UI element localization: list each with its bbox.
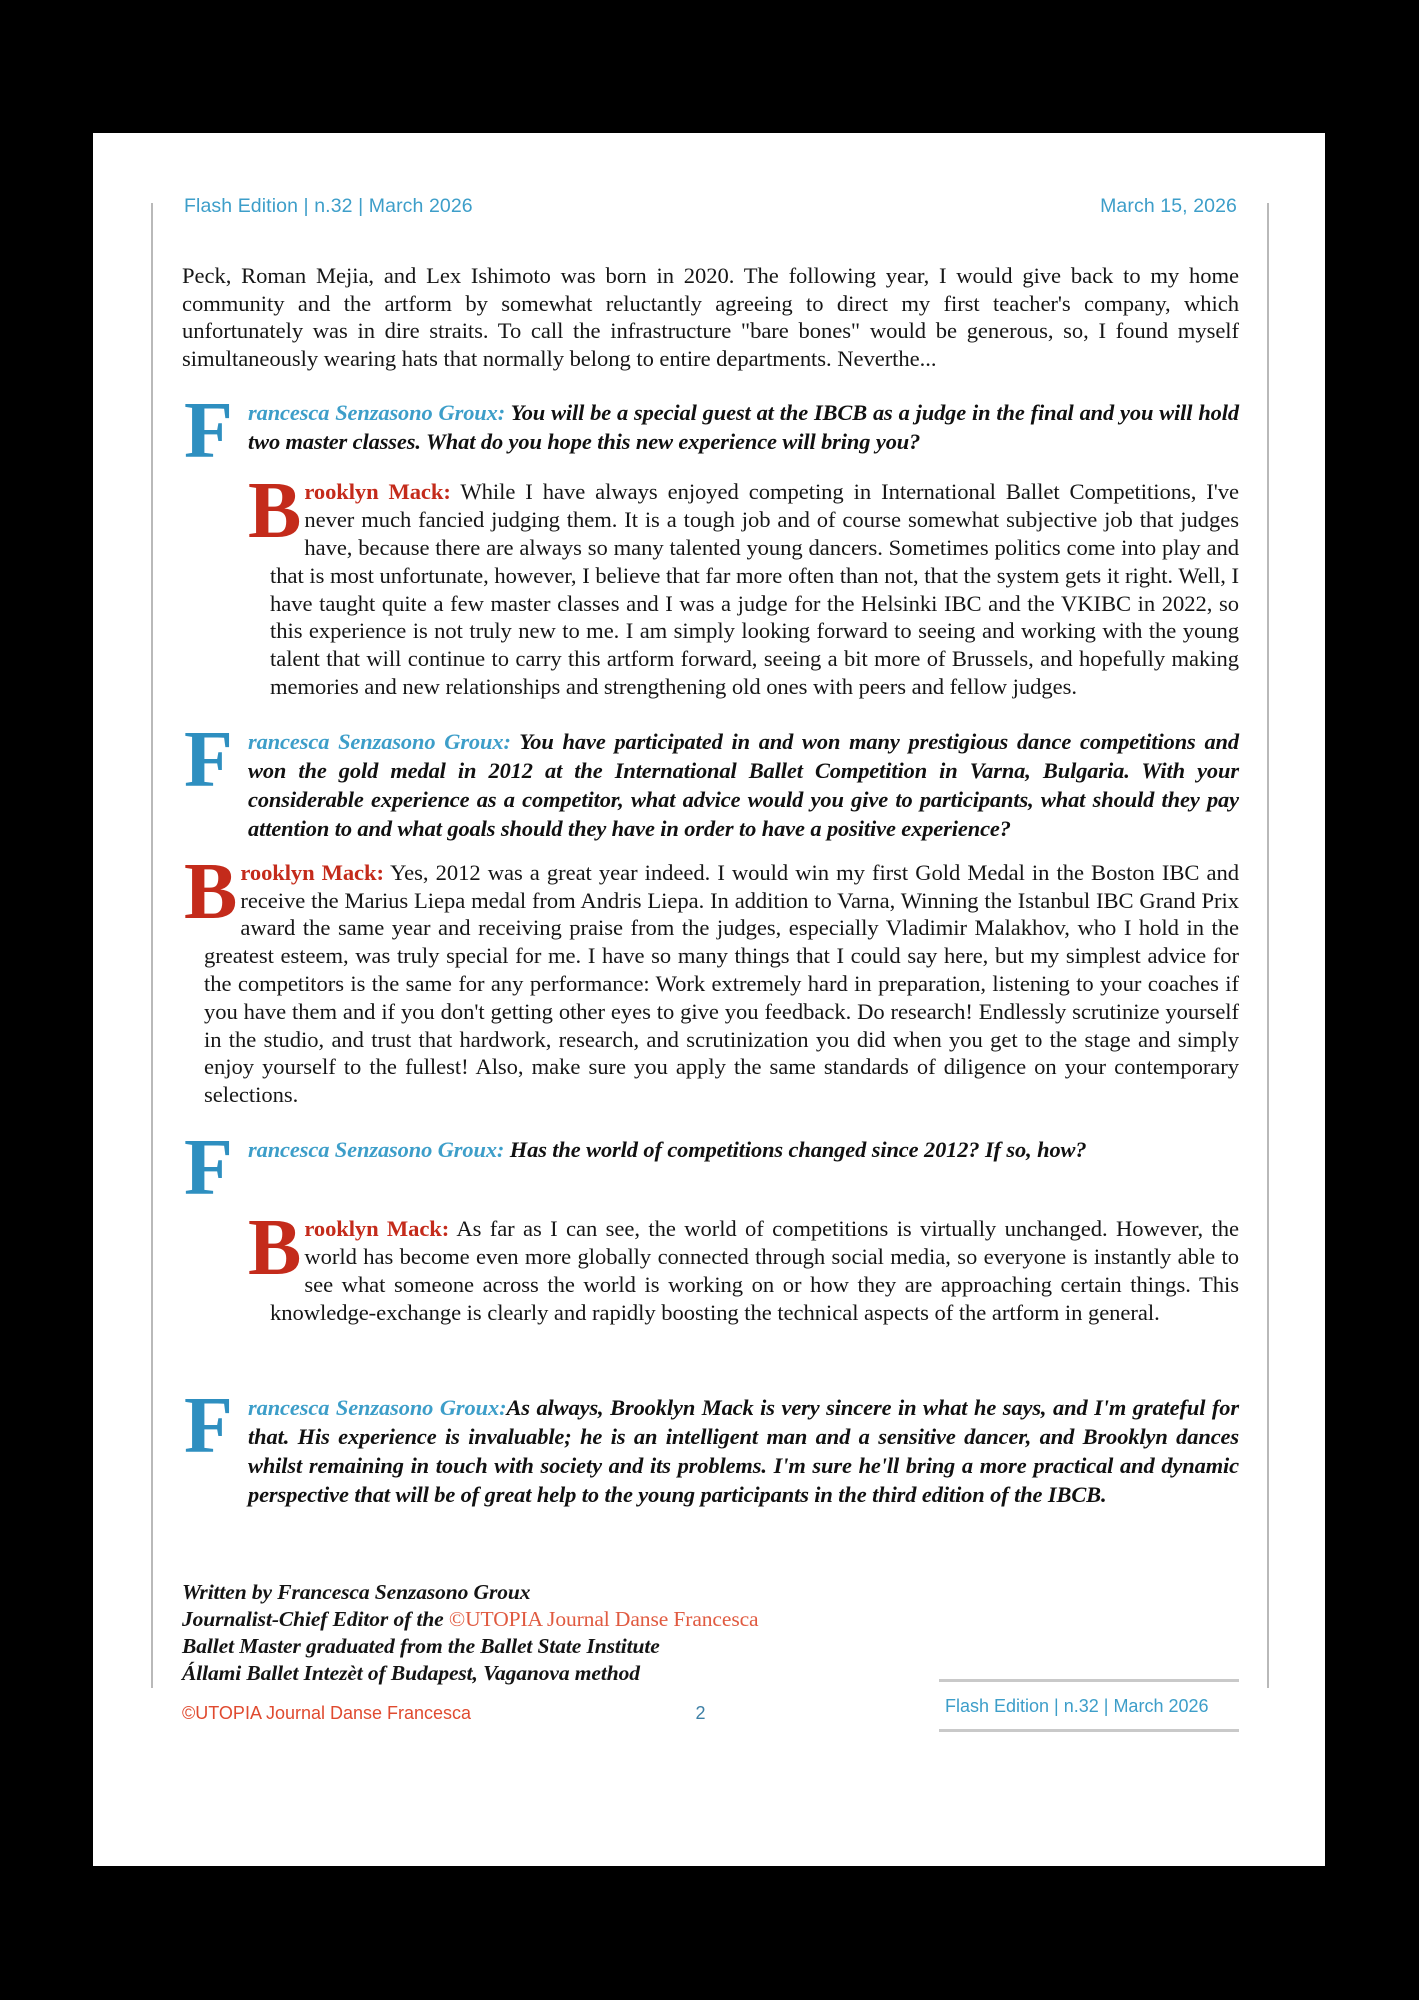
intro-paragraph: Peck, Roman Mejia, and Lex Ishimoto was born in 2020. The following year, I would give back to my home community and the artform by somewhat reluctantly agreeing to direct my first teacher's company, which unfortunately was in dire straits. To call the infrastructure "bare bones" would be generous, so, I found myself simultaneously wearing hats that normally belong to entire departments. Neverthe... bbox=[182, 263, 1239, 371]
speaker-label-francesca: rancesca Senzasono Groux: bbox=[248, 1136, 505, 1162]
page-footer bbox=[182, 1679, 1239, 1732]
signature-line-3: Ballet Master graduated from the Ballet State Institute bbox=[182, 1633, 660, 1658]
qa-block-answer-3 bbox=[182, 1204, 1239, 1326]
left-column-rule bbox=[151, 203, 153, 1688]
qa-block-closing bbox=[182, 1381, 1239, 1509]
question-text-2 bbox=[182, 715, 1239, 843]
footer-page-number: 2 bbox=[695, 1703, 706, 1723]
question-body-1: You will be a special guest at the IBCB as a judge in the final and you will hold two master classes. What do you hope this new experience will bring you? bbox=[248, 400, 1239, 454]
dropcap-b: B bbox=[184, 847, 238, 936]
masthead-date: March 15, 2026 bbox=[1100, 195, 1237, 217]
question-text-3 bbox=[182, 1135, 1239, 1164]
question-body-3: Has the world of competitions changed since 2012? If so, how? bbox=[504, 1136, 1087, 1162]
dropcap-f: F bbox=[184, 1381, 233, 1470]
speaker-label-mack: rooklyn Mack: bbox=[304, 479, 451, 505]
dropcap-f: F bbox=[184, 1123, 233, 1212]
masthead-edition: Flash Edition | n.32 | March 2026 bbox=[184, 195, 473, 217]
signature-block bbox=[182, 1579, 1239, 1687]
qa-block-answer-1 bbox=[182, 467, 1239, 700]
right-column-rule bbox=[1267, 203, 1269, 1688]
speaker-label-mack: rooklyn Mack: bbox=[304, 1216, 450, 1242]
dropcap-b: B bbox=[248, 467, 302, 556]
qa-block-question-1 bbox=[182, 387, 1239, 475]
signature-journal: ©UTOPIA Journal Danse Francesca bbox=[448, 1606, 759, 1631]
qa-block-question-3 bbox=[182, 1123, 1239, 1212]
question-body-2: You have participated in and won many prestigious dance competitions and won the gold medal in 2012 at the International Ballet Competition in Varna, Bulgaria. With your considerable experience as a competitor, what advice would you give to participants, what should they pay attention to and what goals should they have in order to have a positive experience? bbox=[248, 728, 1239, 841]
closing-body: As always, Brooklyn Mack is very sincere in what he says, and I'm grateful for that. His experience is invaluable; he is an intelligent man and a sensitive dancer, and Brooklyn dances whilst remaining in touch with society and its problems. I'm sure he'll bring a more practical and dynamic perspective that will be of great help to the young participants in the third edition of the IBCB. bbox=[248, 1394, 1239, 1507]
masthead bbox=[182, 195, 1239, 218]
signature-line-2 bbox=[182, 1606, 1239, 1633]
closing-text bbox=[182, 1381, 1239, 1509]
dropcap-f: F bbox=[184, 387, 233, 475]
qa-block-answer-2 bbox=[182, 847, 1239, 1109]
footer-edition-label: Flash Edition | n.32 | March 2026 bbox=[945, 1696, 1209, 1716]
signature-line-4: Állami Ballet Intezèt of Budapest, Vaganova method bbox=[182, 1660, 640, 1685]
speaker-label-francesca: rancesca Senzasono Groux: bbox=[248, 400, 506, 425]
answer-body-3: As far as I can see, the world of competitions is virtually unchanged. However, the world has become even more globally connected through social media, so everyone is instantly able to see what someone across the world is working on or how they are approaching certain things. This knowledge-exchange is clearly and rapidly boosting the technical aspects of the artform in general. bbox=[270, 1216, 1239, 1325]
question-text-1 bbox=[182, 398, 1239, 456]
speaker-label-mack: rooklyn Mack: bbox=[240, 859, 384, 885]
answer-body-1: While I have always enjoyed competing in International Ballet Competitions, I've never much fancied judging them. It is a tough job and of course somewhat subjective job that judges have, because there are always so many talented young dancers. Sometimes politics come into play and that is most unfortunate, however, I believe that far more often than not, that the system gets it right. Well, I have taught quite a few master classes and I was a judge for the Helsinki IBC and the VKIBC in 2022, so this experience is not truly new to me. I am simply looking forward to seeing and working with the young talent that will continue to carry this artform forward, seeing a bit more of Brussels, and hopefully making memories and new relationships and strengthening old ones with peers and fellow judges. bbox=[270, 479, 1239, 699]
document-page bbox=[93, 133, 1325, 1866]
speaker-label-francesca: rancesca Senzasono Groux: bbox=[248, 1394, 507, 1420]
dropcap-b: B bbox=[248, 1204, 302, 1293]
footer-edition-box bbox=[939, 1679, 1239, 1732]
speaker-label-francesca: rancesca Senzasono Groux: bbox=[248, 728, 511, 754]
signature-role: Journalist-Chief Editor of the bbox=[182, 1606, 449, 1631]
dropcap-f: F bbox=[184, 715, 233, 804]
answer-text-2 bbox=[182, 847, 1239, 1109]
footer-copyright: ©UTOPIA Journal Danse Francesca bbox=[182, 1703, 472, 1723]
qa-block-question-2 bbox=[182, 715, 1239, 843]
answer-body-2: Yes, 2012 was a great year indeed. I would win my first Gold Medal in the Boston IBC and receive the Marius Liepa medal from Andris Liepa. In addition to Varna, Winning the Istanbul IBC Grand Prix award the same year and receiving praise from the judges, especially Vladimir Malakhov, who I hold in the greatest esteem, was truly special for me. I have so many things that I could say here, but my simplest advice for the competitors is the same for any performance: Work extremely hard in preparation, listening to your coaches if you have them and if you don't getting other eyes to give you feedback. Do research! Endlessly scrutinize yourself in the studio, and trust that hardwork, research, and scrutinization you did when you get to the stage and simply enjoy yourself to the fullest! Also, make sure you apply the same standards of diligence on your contemporary selections. bbox=[204, 859, 1239, 1108]
answer-text-1 bbox=[182, 467, 1239, 700]
footer-rule-bottom bbox=[939, 1729, 1239, 1732]
answer-text-3 bbox=[182, 1204, 1239, 1326]
signature-line-1: Written by Francesca Senzasono Groux bbox=[182, 1579, 531, 1604]
page-content bbox=[182, 195, 1239, 1687]
